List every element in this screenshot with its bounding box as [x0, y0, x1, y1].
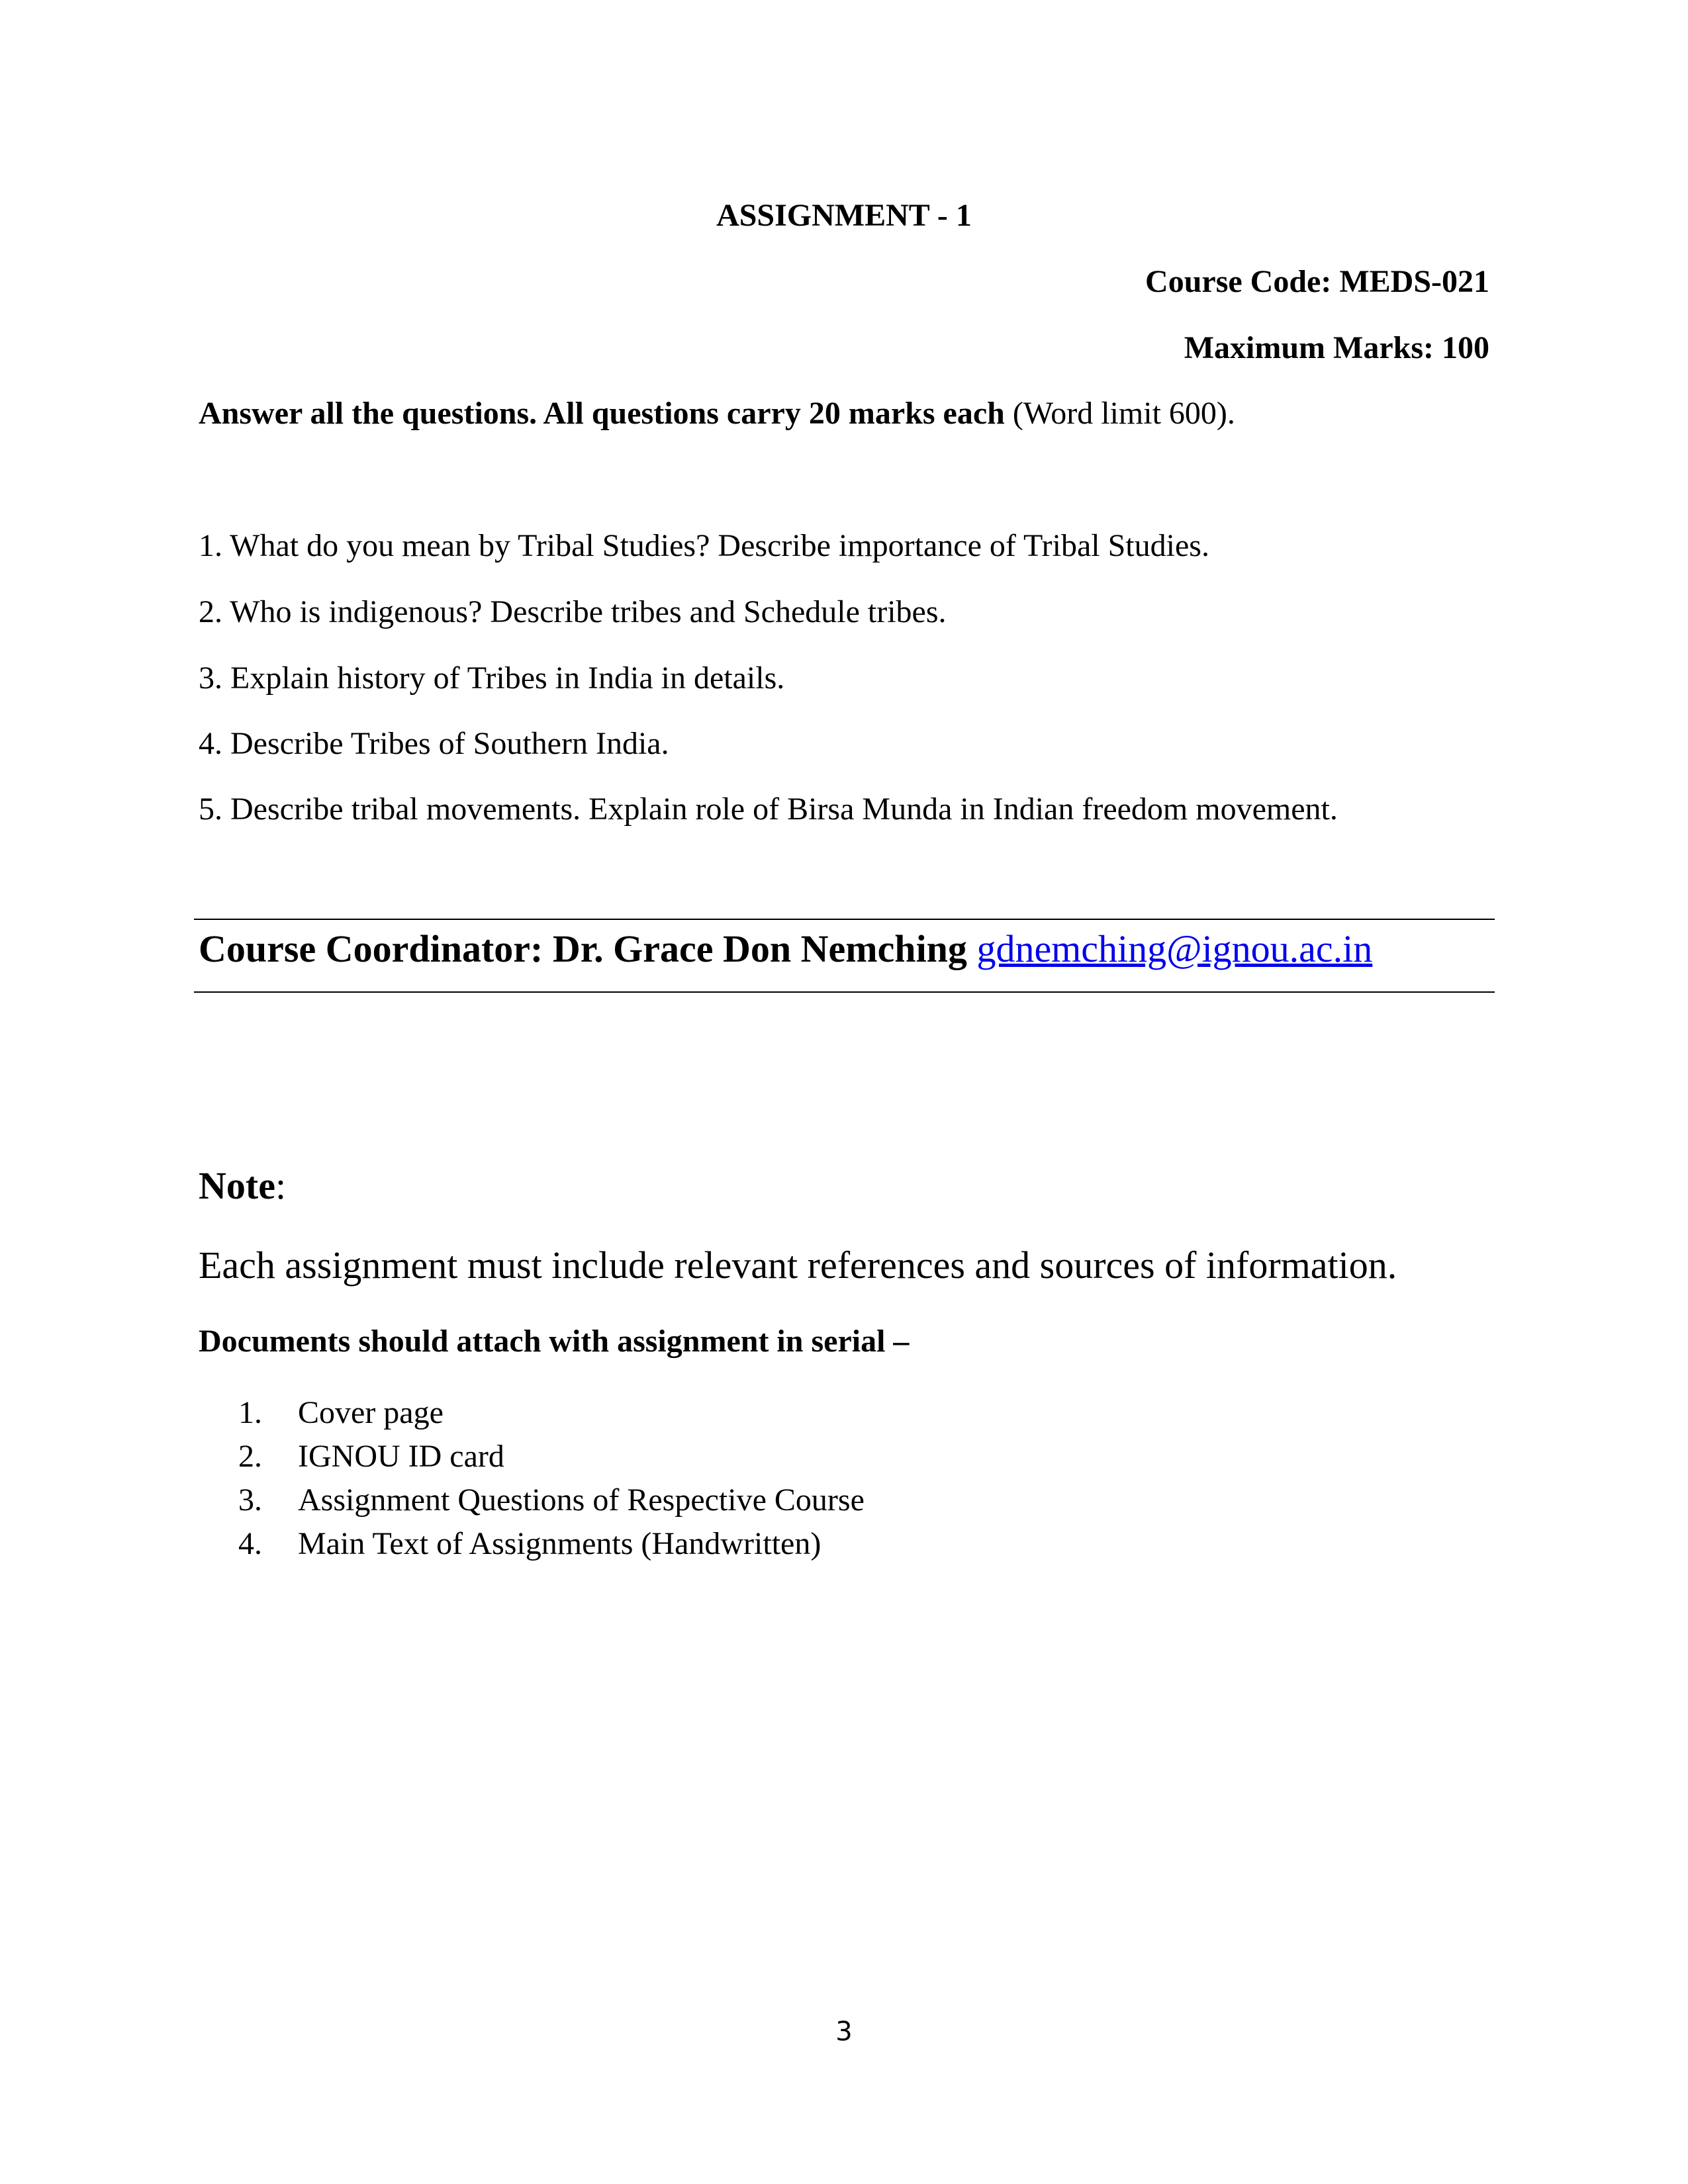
- instructions: [199, 394, 1235, 433]
- list-item-label: Cover page: [298, 1395, 444, 1430]
- course-code: Course Code: MEDS-021: [1145, 264, 1489, 299]
- question-4: 4. Describe Tribes of Southern India.: [199, 726, 669, 761]
- list-item: [238, 1522, 865, 1566]
- list-item: [238, 1479, 865, 1522]
- question-5: 5. Describe tribal movements. Explain role of Birsa Munda in Indian freedom movement.: [199, 792, 1338, 827]
- coordinator-email-link[interactable]: gdnemching@ignou.ac.in: [976, 927, 1373, 970]
- coordinator-top-rule: [194, 919, 1495, 920]
- list-item-label: Main Text of Assignments (Handwritten): [298, 1526, 821, 1561]
- page-title: ASSIGNMENT - 1: [716, 198, 972, 233]
- question-3: 3. Explain history of Tribes in India in details.: [199, 660, 785, 696]
- list-item-label: IGNOU ID card: [298, 1439, 504, 1474]
- page-number: 3: [835, 2017, 853, 2047]
- question-2: 2. Who is indigenous? Describe tribes and Schedule tribes.: [199, 594, 947, 629]
- list-item-number: 3.: [238, 1482, 262, 1518]
- note-text: Each assignment must include relevant references and sources of information.: [199, 1244, 1397, 1287]
- maximum-marks: Maximum Marks: 100: [1184, 330, 1489, 365]
- course-coordinator: [199, 925, 1372, 973]
- list-item: [238, 1435, 865, 1479]
- list-item: [238, 1391, 865, 1435]
- instructions-bold: Answer all the questions. All questions carry 20 marks each: [199, 396, 1005, 431]
- list-item-number: 2.: [238, 1439, 262, 1474]
- list-item-label: Assignment Questions of Respective Course: [298, 1482, 865, 1518]
- note-colon: :: [275, 1164, 287, 1207]
- note-heading: [199, 1162, 286, 1210]
- note-label: Note: [199, 1164, 275, 1207]
- question-1: 1. What do you mean by Tribal Studies? Describe importance of Tribal Studies.: [199, 528, 1209, 563]
- coordinator-name: Course Coordinator: Dr. Grace Don Nemching: [199, 927, 967, 970]
- coordinator-bottom-rule: [194, 991, 1495, 993]
- documents-heading: Documents should attach with assignment in serial –: [199, 1324, 910, 1359]
- documents-list: [238, 1391, 865, 1566]
- list-item-number: 4.: [238, 1526, 262, 1561]
- list-item-number: 1.: [238, 1395, 262, 1430]
- instructions-word-limit: (Word limit 600).: [1004, 396, 1235, 431]
